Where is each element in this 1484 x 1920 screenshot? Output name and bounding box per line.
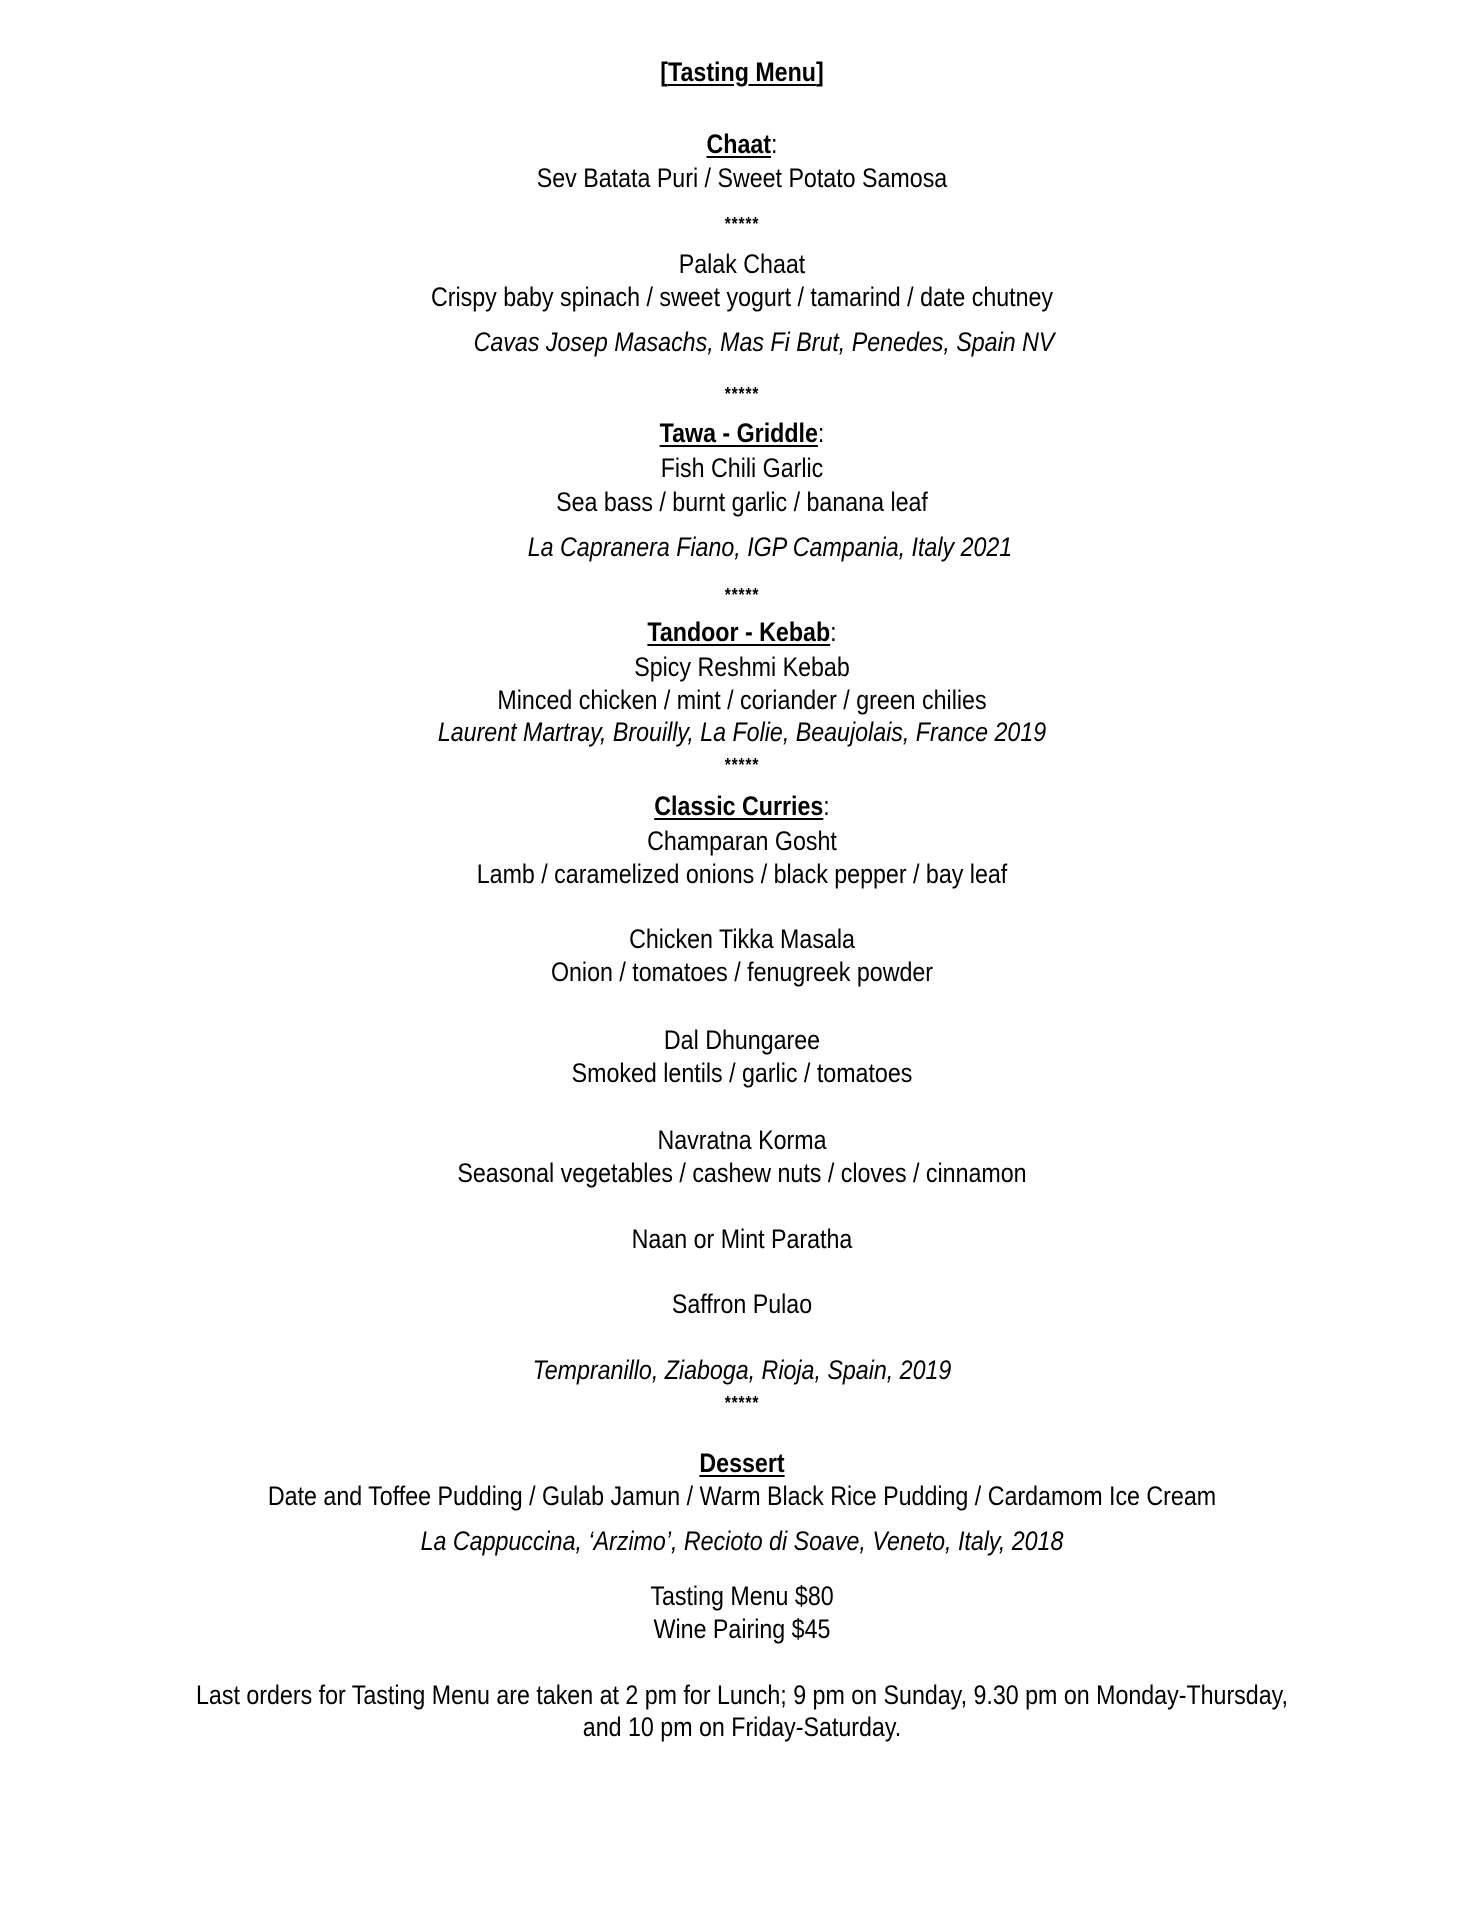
dish-line: Sev Batata Puri / Sweet Potato Samosa (536, 163, 948, 193)
price-tasting-menu: Tasting Menu $80 (650, 1581, 834, 1611)
dish-name: Navratna Korma (657, 1125, 827, 1155)
dish-description: Date and Toffee Pudding / Gulab Jamun / Warm Black Rice Pudding / Cardamom Ice Cream (267, 1481, 1217, 1511)
last-orders-notice-line2: and 10 pm on Friday-Saturday. (582, 1712, 902, 1742)
dish-name: Champaran Gosht (647, 826, 837, 856)
heading-text: Tawa - Griddle (659, 418, 818, 448)
section-heading-tandoor (104, 616, 1380, 648)
heading-text: Dessert (699, 1448, 785, 1478)
last-orders-notice-line1: Last orders for Tasting Menu are taken at 2 pm for Lunch; 9 pm on Sunday, 9.30 pm on Monday-Thursday, (196, 1680, 1288, 1710)
dish-description: Sea bass / burnt garlic / banana leaf (556, 487, 928, 517)
heading-text: Classic Curries (654, 791, 824, 821)
title-bracket-open: [ (660, 57, 669, 87)
dish-name: Chicken Tikka Masala (629, 924, 855, 954)
separator: ***** (724, 1393, 760, 1413)
dish-description: Seasonal vegetables / cashew nuts / cloves / cinnamon (457, 1158, 1027, 1188)
separator: ***** (724, 214, 760, 234)
dish-name: Fish Chili Garlic (660, 453, 824, 483)
wine-pairing: La Capranera Fiano, IGP Campania, Italy 2021 (527, 532, 1013, 562)
heading-colon: : (823, 791, 830, 821)
separator: ***** (724, 755, 760, 775)
heading-colon: : (771, 129, 778, 159)
title-text: Tasting Menu (668, 57, 816, 87)
wine-pairing: La Cappuccina, ‘Arzimo’, Recioto di Soave, Veneto, Italy, 2018 (420, 1526, 1064, 1556)
dish-description: Crispy baby spinach / sweet yogurt / tamarind / date chutney (430, 282, 1054, 312)
heading-text: Tandoor - Kebab (647, 617, 831, 647)
separator: ***** (724, 384, 760, 404)
dish-name: Saffron Pulao (671, 1289, 813, 1319)
dish-description: Onion / tomatoes / fenugreek powder (550, 957, 934, 987)
heading-text: Chaat (706, 129, 772, 159)
section-heading-curries (104, 790, 1380, 822)
wine-pairing: Laurent Martray, Brouilly, La Folie, Beaujolais, France 2019 (437, 717, 1047, 747)
section-heading-tawa (104, 417, 1380, 449)
wine-pairing: Cavas Josep Masachs, Mas Fi Brut, Penedes, Spain NV (473, 327, 1055, 357)
page-title (104, 56, 1380, 88)
title-bracket-close: ] (815, 57, 824, 87)
price-wine-pairing: Wine Pairing $45 (653, 1614, 831, 1644)
heading-colon: : (830, 617, 837, 647)
separator: ***** (724, 585, 760, 605)
heading-colon: : (817, 418, 825, 448)
section-heading-dessert (104, 1447, 1380, 1479)
dish-name: Spicy Reshmi Kebab (634, 652, 850, 682)
wine-pairing: Tempranillo, Ziaboga, Rioja, Spain, 2019 (532, 1355, 952, 1385)
dish-description: Smoked lentils / garlic / tomatoes (571, 1058, 913, 1088)
dish-description: Lamb / caramelized onions / black pepper / bay leaf (476, 859, 1008, 889)
dish-description: Minced chicken / mint / coriander / green chilies (497, 685, 987, 715)
section-heading-chaat (104, 128, 1380, 160)
dish-name: Naan or Mint Paratha (631, 1224, 853, 1254)
dish-name: Palak Chaat (678, 249, 806, 279)
dish-name: Dal Dhungaree (663, 1025, 821, 1055)
